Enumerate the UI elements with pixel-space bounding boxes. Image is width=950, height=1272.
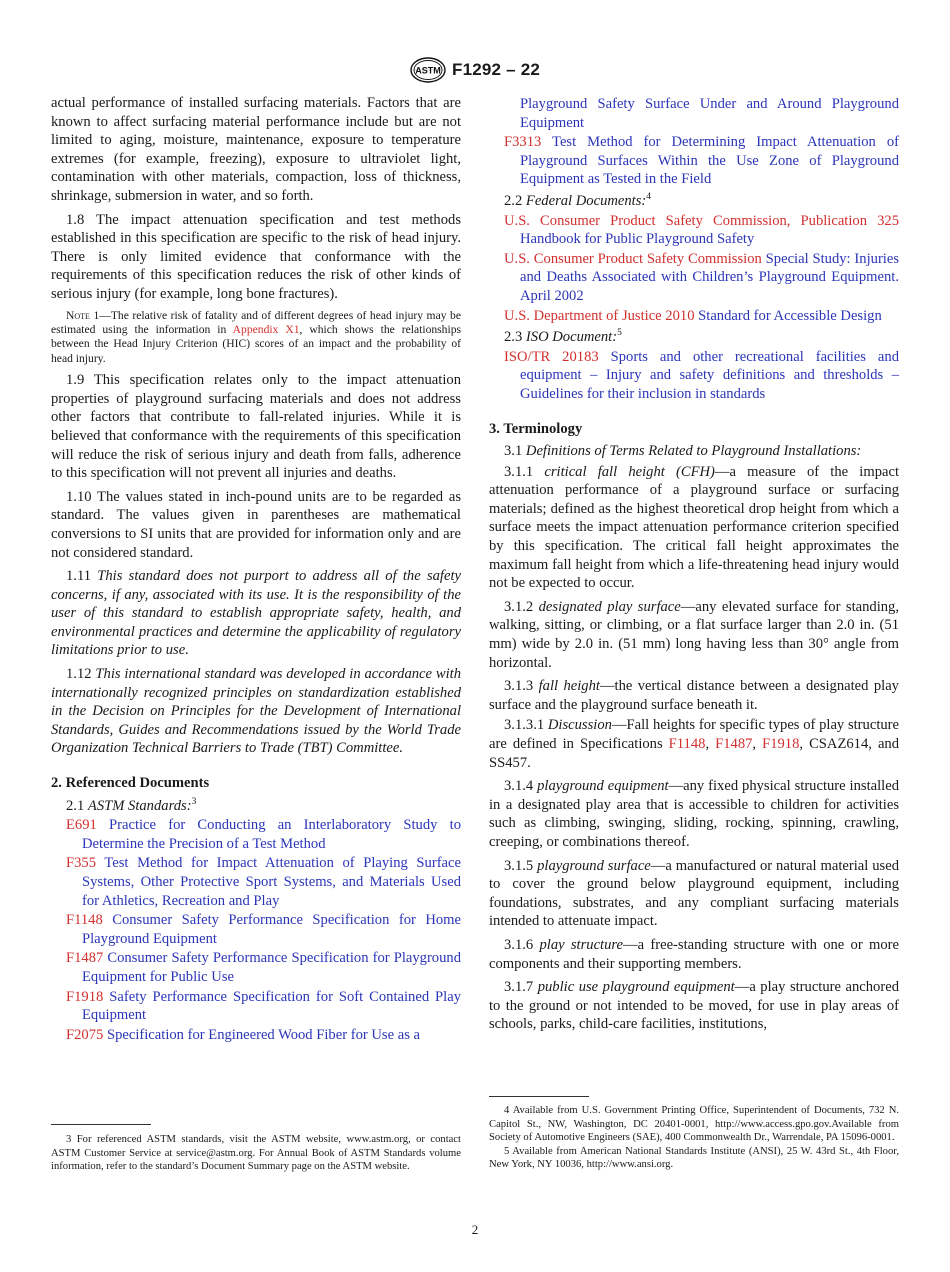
definition-3-1-6: 3.1.6 play structure—a free-standing structure with one or more components and their supporting members. (489, 936, 899, 972)
federal-document-cpsc-special-study[interactable]: U.S. Consumer Product Safety Commission Special Study: Injuries and Deaths Associated with Children’s Playground Equipment. April 2002 (504, 250, 900, 304)
definition-3-1-1: 3.1.1 critical fall height (CFH)—a measure of the impact attenuation performance of a playground surface or surfacing materials; defined as the highest theoretical drop height from which a surface meets the impact attenuation performance criterion specified by this specification. The critical fall height approximates the maximum fall height from which a life-threatening head injury would not be expected to occur. (489, 463, 899, 592)
footnote-rule (51, 1124, 151, 1125)
reference-f2075-continued[interactable]: Playground Safety Surface Under and Around Playground Equipment (520, 96, 899, 131)
page-header (0, 57, 950, 83)
subsection-3-1: 3.1 Definitions of Terms Related to Playground Installations: (504, 443, 862, 460)
footnote-5: 5 Available from American National Standards Institute (ANSI), 25 W. 43rd St., 4th Floor, New York, NY 10036, http://www.ansi.org. (489, 1145, 899, 1171)
federal-document-doj-2010[interactable]: U.S. Department of Justice 2010 Standard for Accessible Design (504, 307, 882, 324)
reference-f355[interactable]: F355 Test Method for Impact Attenuation of Playing Surface Systems, Other Protective Sport Systems, and Materials Used for Athletics, Recreation and Play (66, 855, 461, 909)
footnote-4: 4 Available from U.S. Government Printing Office, Superintendent of Documents, 732 N. Capitol St., NW, Washington, DC 20401-0001, http://www.access.gpo.gov.Available from Society of Automotive Engineers (SAE), 400 Commonwealth Dr., Warrendale, PA 15096-0001. (489, 1105, 899, 1144)
paragraph-1-10: 1.10 The values stated in inch-pound units are to be regarded as standard. The values given in parentheses are mathematical conversions to SI units that are provided for information only and are not considered standard. (51, 488, 461, 561)
section-heading-referenced-documents: 2. Referenced Documents (51, 775, 210, 792)
paragraph-1-7-continued: actual performance of installed surfacing materials. Factors that are known to affect surfacing material performance include but are not limited to aging, moisture, maintenance, exposure to temperature extremes (for example, freezing), exposure to ultraviolet light, contamination with other materials, compaction, loss of thickness, shrinkage, submersion in water, and so forth. (51, 95, 461, 204)
right-column (489, 94, 899, 1034)
document-designation: F1292 – 22 (451, 60, 540, 79)
note-1: Note 1—The relative risk of fatality and of different degrees of head injury may be estimated using the information in Appendix X1, which shows the relationships between the Head Injury Criterion (HIC) scores of an impact and the probability of head injury. (51, 308, 461, 365)
definition-3-1-5: 3.1.5 playground surface—a manufactured or natural material used to cover the ground below playground equipment, including foundations, substrates, and any compliant surfacing materials intended to attenuate impact. (489, 857, 899, 930)
definition-3-1-3: 3.1.3 fall height—the vertical distance between a designated play surface and the playground surface beneath it. (489, 678, 899, 713)
link-f1148[interactable]: F1148 (668, 736, 706, 752)
link-f1918[interactable]: F1918 (762, 736, 800, 752)
paragraph-1-8: 1.8 The impact attenuation specification and test methods established in this specification are specific to the risk of head injury. There is only limited evidence that conformance with the requirements of this specification reduces the risk of other kinds of serious injury (for example, long bone fractures). (51, 211, 461, 302)
paragraph-1-11: 1.11 This standard does not purport to address all of the safety concerns, if any, associated with its use. It is the responsibility of the user of this standard to establish appropriate safety, health, and environmental practices and determine the applicability of regulatory limitations prior to use. (51, 568, 461, 659)
definition-3-1-2: 3.1.2 designated play surface—any elevated surface for standing, walking, sitting, or climbing, or a flat surface larger than 2.0 in. (51 mm) wide by 2.0 in. (51 mm) long having less than 30° angle from horizontal. (489, 598, 899, 671)
federal-document-cpsc-325[interactable]: U.S. Consumer Product Safety Commission, Publication 325 Handbook for Public Playground Safety (504, 212, 899, 248)
appendix-x1-link[interactable]: Appendix X1 (232, 322, 300, 336)
svg-text:ASTM: ASTM (415, 65, 441, 76)
paragraph-1-9: 1.9 This specification relates only to the impact attenuation properties of playground surfacing materials and does not address other factors that contribute to fall-related injuries. While it is believed that conformance with the requirements of this specification will reduce the risk of serious injury and death from falls, adherence to this specification will not prevent all injuries and deaths. (51, 372, 461, 482)
subsection-2-3: 2.3 ISO Document:$^5$ (504, 328, 622, 346)
reference-f2075[interactable]: F2075 Specification for Engineered Wood Fiber for Use as a (66, 1026, 420, 1043)
subsection-2-1: 2.1 ASTM Standards:$^3$ (66, 796, 197, 814)
paragraph-1-12: 1.12 This international standard was developed in accordance with internationally recognized principles on standardization established in the Decision on Principles for the Development of International Standards, Guides and Recommendations issued by the World Trade Organization Technical Barriers to Trade (TBT) Committee. (51, 666, 461, 757)
note-label: Note 1 (66, 308, 100, 322)
left-column (51, 94, 461, 1044)
definition-3-1-7: 3.1.7 public use playground equipment—a play structure anchored to the ground or not intended to be moved, for use in play areas of schools, parks, child-care facilities, institutions, (489, 979, 899, 1033)
iso-document-20183[interactable]: ISO/TR 20183 Sports and other recreational facilities and equipment – Injury and safety definitions and thresholds – Guidelines for their inclusion in standards (504, 348, 899, 402)
section-heading-terminology: 3. Terminology (489, 420, 583, 437)
footnotes-4-5 (489, 1104, 899, 1172)
subsection-2-2: 2.2 Federal Documents:$^4$ (504, 192, 652, 209)
reference-e691[interactable]: E691 Practice for Conducting an Interlaboratory Study to Determine the Precision of a Test Method (66, 817, 461, 852)
astm-logo-icon (410, 57, 446, 83)
definition-3-1-4: 3.1.4 playground equipment—any fixed physical structure installed in a designated play area that is accessible to children for activities such as climbing, swinging, sliding, rocking, spinning, crawling, creeping, or combinations thereof. (489, 778, 899, 850)
footnote-3: 3 For referenced ASTM standards, visit the ASTM website, www.astm.org, or contact ASTM Customer Service at service@astm.org. For Annual Book of ASTM Standards volume information, refer to the standard’s Document Summary page on the ASTM website. (51, 1134, 461, 1173)
reference-f3313[interactable]: F3313 Test Method for Determining Impact Attenuation of Playground Surfaces Within the Use Zone of Playground Equipment as Tested in the Field (504, 134, 899, 188)
link-f1487[interactable]: F1487 (715, 736, 753, 752)
page-number: 2 (471, 1222, 479, 1237)
footnote-rule-right (489, 1096, 589, 1097)
reference-f1487[interactable]: F1487 Consumer Safety Performance Specification for Playground Equipment for Public Use (66, 950, 461, 985)
discussion-3-1-3-1: 3.1.3.1 Discussion—Fall heights for specific types of play structure are defined in Specifications F1148, F1487, F1918, CSAZ614, and SS457. (489, 717, 900, 771)
reference-f1148[interactable]: F1148 Consumer Safety Performance Specification for Home Playground Equipment (66, 912, 461, 947)
reference-f1918[interactable]: F1918 Safety Performance Specification for Soft Contained Play Equipment (66, 988, 462, 1024)
